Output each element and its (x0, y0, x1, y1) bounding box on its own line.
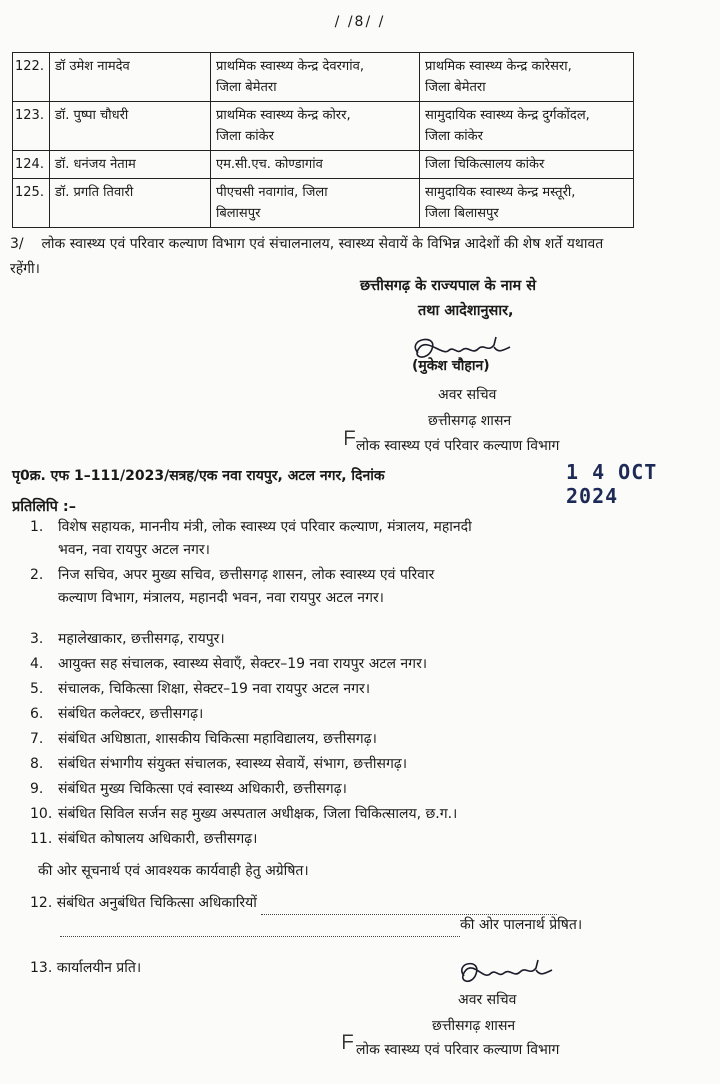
signer-department-2: लोक स्वास्थ्य एवं परिवार कल्याण विभाग (356, 1042, 560, 1058)
doctor-name-text: डॉ. पुष्पा चौधरी (54, 108, 129, 123)
doctor-name (49, 102, 210, 151)
from-posting (210, 102, 419, 151)
item-number: 12. (30, 895, 53, 911)
row-number-text: 125. (15, 185, 44, 200)
margin-tick-mark: ᖴ (344, 426, 356, 450)
to-posting-text: सामुदायिक स्वास्थ्य केन्द्र मस्तूरी, (424, 185, 576, 200)
signer-department: लोक स्वास्थ्य एवं परिवार कल्याण विभाग (356, 438, 560, 454)
paragraph-number: 3/ (10, 236, 24, 252)
to-posting-text: जिला कांकेर (424, 129, 483, 144)
to-posting-text: प्राथमिक स्वास्थ्य केन्द्र कारेसरा, (424, 59, 572, 74)
copy-item (30, 564, 650, 610)
item-text (30, 703, 650, 726)
table-row (13, 53, 634, 102)
row-number-text: 124. (15, 157, 44, 172)
item-text (30, 678, 650, 701)
paragraph-text: लोक स्वास्थ्य एवं परिवार कल्याण विभाग एवं संचालनालय, स्वास्थ्य सेवायें के विभिन्न आदेशों की शेष शर्ते यथावत रहेंगी। (10, 236, 604, 277)
item12-end-text: की ओर पालनार्थ प्रेषित। (460, 917, 583, 933)
item-line-1: संचालक, चिकित्सा शिक्षा, सेक्टर–19 नवा रायपुर अटल नगर। (58, 681, 371, 697)
item-number: 4. (30, 656, 44, 672)
row-number-text: 122. (15, 59, 44, 74)
table-row (13, 179, 634, 228)
item-number: 13. (30, 960, 53, 976)
row-number-text: 123. (15, 108, 44, 123)
item-line-1: संबंधित कलेक्टर, छत्तीसगढ़। (58, 706, 204, 722)
to-posting (419, 102, 633, 151)
to-posting (419, 179, 633, 228)
item-text: संबंधित अनुबंधित चिकित्सा अधिकारियों (56, 895, 257, 911)
to-posting (419, 151, 633, 179)
copy-item-12 (30, 892, 650, 915)
to-posting-text: जिला बिलासपुर (424, 206, 499, 221)
item-number: 5. (30, 681, 44, 697)
doctor-name-text: डॉ. धनंजय नेताम (54, 157, 136, 172)
copy-item (30, 803, 650, 826)
doctor-name (49, 179, 210, 228)
from-posting-text: प्राथमिक स्वास्थ्य केन्द्र कोरर, (215, 108, 351, 123)
signature-2 (448, 958, 558, 992)
from-posting-text: जिला बेमेतरा (215, 80, 277, 95)
signer-designation: अवर सचिव (438, 387, 497, 403)
from-posting (210, 53, 419, 102)
item-text (30, 516, 650, 562)
info-line: की ओर सूचनार्थ एवं आवश्यक कार्यवाही हेतु अग्रेषित। (38, 863, 309, 879)
row-number (13, 102, 50, 151)
copy-item (30, 653, 650, 676)
order-line-1: छत्तीसगढ़ के राज्यपाल के नाम से (360, 278, 537, 294)
from-posting-text: प्राथमिक स्वास्थ्य केन्द्र देवरगांव, (215, 59, 364, 74)
item-number: 1. (30, 519, 44, 535)
table-row (13, 151, 634, 179)
to-posting (419, 53, 633, 102)
item-number: 2. (30, 567, 44, 583)
copy-item (30, 678, 650, 701)
copy-item (30, 703, 650, 726)
copy-heading: प्रतिलिपि :– (12, 499, 76, 515)
item-line-1: संबंधित संभागीय संयुक्त संचालक, स्वास्थ्य सेवायें, संभाग, छत्तीसगढ़। (58, 756, 408, 772)
item-text (30, 803, 650, 826)
item-line-1: आयुक्त सह संचालक, स्वास्थ्य सेवाएँ, सेक्टर–19 नवा रायपुर अटल नगर। (58, 656, 428, 672)
item-line-1: संबंधित अधिष्ठाता, शासकीय चिकित्सा महाविद्यालय, छत्तीसगढ़। (58, 731, 377, 747)
paragraph-3 (10, 232, 636, 282)
margin-tick-mark-2: ᖴ (342, 1030, 354, 1054)
from-posting (210, 179, 419, 228)
blank-dotted-line-2 (60, 922, 460, 937)
blank-dotted-line (261, 900, 557, 915)
item-line-2: कल्याण विभाग, मंत्रालय, महानदी भवन, नवा रायपुर अटल नगर। (58, 590, 384, 606)
order-line-2: तथा आदेशानुसार, (418, 303, 514, 319)
item-line-1: संबंधित मुख्य चिकित्सा एवं स्वास्थ्य अधिकारी, छत्तीसगढ़। (58, 781, 347, 797)
from-posting-text: पीएचसी नवागांव, जिला (215, 185, 328, 200)
item-line-1: विशेष सहायक, माननीय मंत्री, लोक स्वास्थ्य एवं परिवार कल्याण, मंत्रालय, महानदी (58, 519, 472, 535)
copy-item (30, 778, 650, 801)
signer-govt: छत्तीसगढ़ शासन (428, 413, 512, 429)
copy-item (30, 628, 650, 651)
doctor-name (49, 53, 210, 102)
row-number (13, 151, 50, 179)
item-text (30, 753, 650, 776)
page-number: / /8/ / (334, 14, 386, 30)
copy-item (30, 753, 650, 776)
to-posting-text: सामुदायिक स्वास्थ्य केन्द्र दुर्गकोंदल, (424, 108, 590, 123)
copy-item (30, 728, 650, 751)
signer-name: (मुकेश चौहान) (412, 358, 490, 374)
table-row (13, 102, 634, 151)
item-text: कार्यालयीन प्रति। (56, 960, 142, 976)
to-posting-text: जिला बेमेतरा (424, 80, 486, 95)
copy-item-13 (30, 958, 141, 977)
item-text (30, 628, 650, 651)
copy-item (30, 828, 650, 851)
copy-item (30, 516, 650, 562)
doctor-name-text: डॉ उमेश नामदेव (54, 59, 130, 74)
doctor-name (49, 151, 210, 179)
date-stamp: 1 4 OCT 2024 (566, 460, 658, 508)
doctor-name-text: डॉ. प्रगति तिवारी (54, 185, 134, 200)
item-line-1: निज सचिव, अपर मुख्य सचिव, छत्तीसगढ़ शासन, लोक स्वास्थ्य एवं परिवार (58, 567, 435, 583)
signer-designation-2: अवर सचिव (458, 992, 517, 1008)
item-text (30, 653, 650, 676)
item-line-1: महालेखाकार, छत्तीसगढ़, रायपुर। (58, 631, 225, 647)
item-number: 6. (30, 706, 44, 722)
item-line-1: संबंधित कोषालय अधिकारी, छत्तीसगढ़। (58, 831, 258, 847)
signer-govt-2: छत्तीसगढ़ शासन (432, 1018, 516, 1034)
item-text (30, 828, 650, 851)
row-number (13, 179, 50, 228)
posting-table (12, 52, 634, 228)
from-posting-text: जिला कांकेर (215, 129, 274, 144)
item-text (30, 728, 650, 751)
item-number: 10. (30, 806, 53, 822)
reference-line: पृ0क्र. एफ 1–111/2023/सत्रह/एक नवा रायपुर, अटल नगर, दिनांक (12, 468, 385, 484)
row-number (13, 53, 50, 102)
item-number: 11. (30, 831, 53, 847)
item-line-1: संबंधित सिविल सर्जन सह मुख्य अस्पताल अधीक्षक, जिला चिकित्सालय, छ.ग.। (58, 806, 458, 822)
item-number: 3. (30, 631, 44, 647)
from-posting-text: एम.सी.एच. कोण्डागांव (215, 157, 323, 172)
copy-item-12-cont (60, 914, 640, 937)
to-posting-text: जिला चिकित्सालय कांकेर (424, 157, 545, 172)
item-number: 7. (30, 731, 44, 747)
governor-order (360, 274, 536, 324)
item-line-2: भवन, नवा रायपुर अटल नगर। (58, 542, 210, 558)
from-posting-text: बिलासपुर (215, 206, 261, 221)
item-text (30, 564, 650, 610)
from-posting (210, 151, 419, 179)
item-text (30, 778, 650, 801)
item-number: 8. (30, 756, 44, 772)
item-number: 9. (30, 781, 44, 797)
